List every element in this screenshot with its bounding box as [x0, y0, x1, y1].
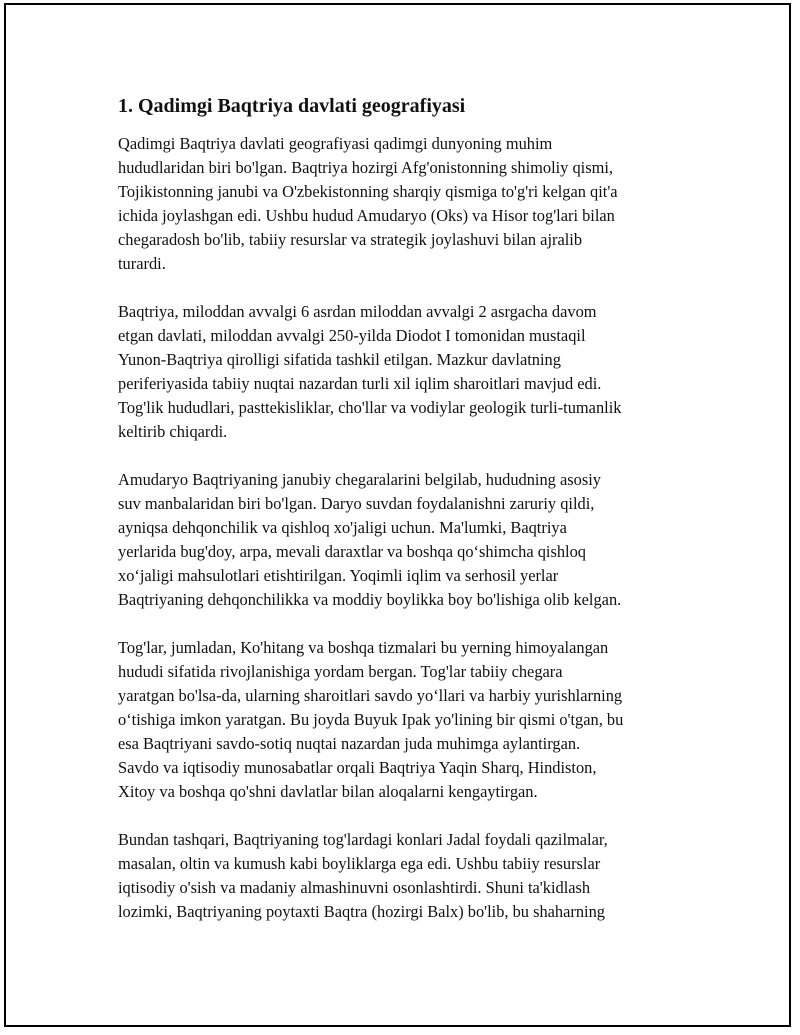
section-heading: 1. Qadimgi Baqtriya davlati geografiyasi: [118, 95, 466, 117]
paragraph: [118, 636, 718, 804]
paragraph-line: hududlaridan biri bo'lgan. Baqtriya hozirgi Afg'onistonning shimoliy qismi,: [118, 158, 614, 177]
paragraph-line: turardi.: [118, 254, 166, 273]
paragraph-line: yaratgan bo'lsa-da, ularning sharoitlari savdo yo‘llari va harbiy yurishlarning: [118, 686, 623, 705]
paragraph: [118, 468, 718, 612]
paragraph-line: etgan davlati, miloddan avvalgi 250-yilda Diodot I tomonidan mustaqil: [118, 326, 586, 345]
paragraph-line: o‘tishiga imkon yaratgan. Bu joyda Buyuk Ipak yo'lining bir qismi o'tgan, bu: [118, 710, 624, 729]
paragraph-line: esa Baqtriyani savdo-sotiq nuqtai nazardan juda muhimga aylantirgan.: [118, 734, 581, 753]
paragraph-line: iqtisodiy o'sish va madaniy almashinuvni osonlashtirdi. Shuni ta'kidlash: [118, 878, 591, 897]
paragraph-line: Tojikistonning janubi va O'zbekistonning sharqiy qismiga to'g'ri kelgan qit'a: [118, 182, 618, 201]
paragraph-line: Baqtriyaning dehqonchilikka va moddiy boylikka boy bo'lishiga olib kelgan.: [118, 590, 622, 609]
paragraph-line: xo‘jaligi mahsulotlari etishtirilgan. Yoqimli iqlim va serhosil yerlar: [118, 566, 559, 585]
paragraph-line: keltirib chiqardi.: [118, 422, 228, 441]
paragraph-line: suv manbalaridan biri bo'lgan. Daryo suvdan foydalanishni zaruriy qildi,: [118, 494, 595, 513]
paragraph: [118, 132, 718, 276]
paragraph-line: masalan, oltin va kumush kabi boyliklarga ega edi. Ushbu tabiiy resurslar: [118, 854, 601, 873]
paragraph-list: [118, 132, 718, 924]
paragraph-line: Qadimgi Baqtriya davlati geografiyasi qadimgi dunyoning muhim: [118, 134, 553, 153]
document-body: [118, 94, 718, 948]
paragraph: [118, 828, 718, 924]
paragraph-line: hududi sifatida rivojlanishiga yordam bergan. Tog'lar tabiiy chegara: [118, 662, 563, 681]
paragraph-line: yerlarida bug'doy, arpa, mevali daraxtlar va boshqa qo‘shimcha qishloq: [118, 542, 586, 561]
paragraph-line: Bundan tashqari, Baqtriyaning tog'lardagi konlari Jadal foydali qazilmalar,: [118, 830, 608, 849]
paragraph-line: ichida joylashgan edi. Ushbu hudud Amudaryo (Oks) va Hisor tog'lari bilan: [118, 206, 615, 225]
paragraph-line: lozimki, Baqtriyaning poytaxti Baqtra (hozirgi Balx) bo'lib, bu shaharning: [118, 902, 605, 921]
paragraph-line: Yunon-Baqtriya qirolligi sifatida tashkil etilgan. Mazkur davlatning: [118, 350, 561, 369]
paragraph-line: Amudaryo Baqtriyaning janubiy chegaralarini belgilab, hududning asosiy: [118, 470, 601, 489]
paragraph-line: Baqtriya, miloddan avvalgi 6 asrdan miloddan avvalgi 2 asrgacha davom: [118, 302, 597, 321]
paragraph-line: Tog'lar, jumladan, Ko'hitang va boshqa tizmalari bu yerning himoyalangan: [118, 638, 609, 657]
paragraph-line: chegaradosh bo'lib, tabiiy resurslar va strategik joylashuvi bilan ajralib: [118, 230, 583, 249]
paragraph-line: Tog'lik hududlari, pasttekisliklar, cho'llar va vodiylar geologik turli-tumanlik: [118, 398, 622, 417]
paragraph-line: Xitoy va boshqa qo'shni davlatlar bilan aloqalarni kengaytirgan.: [118, 782, 538, 801]
paragraph: [118, 300, 718, 444]
paragraph-line: Savdo va iqtisodiy munosabatlar orqali Baqtriya Yaqin Sharq, Hindiston,: [118, 758, 597, 777]
paragraph-line: periferiyasida tabiiy nuqtai nazardan turli xil iqlim sharoitlari mavjud edi.: [118, 374, 602, 393]
paragraph-line: ayniqsa dehqonchilik va qishloq xo'jaligi uchun. Ma'lumki, Baqtriya: [118, 518, 567, 537]
